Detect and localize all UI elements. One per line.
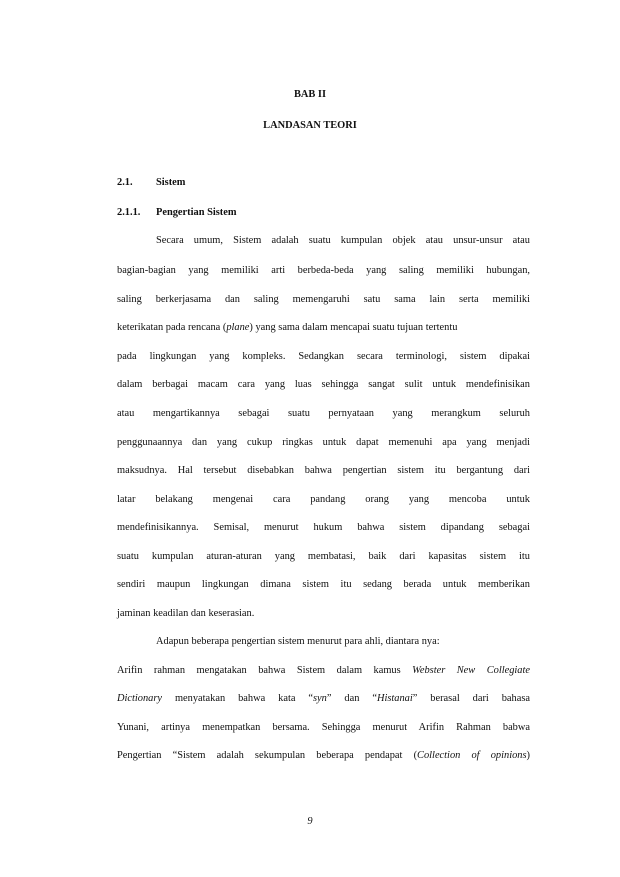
emphasis-term: Histanai [376,693,413,704]
text-run: Arifin rahman mengatakan bahwa Sistem dalam kamus [117,665,413,676]
emphasis-term: Webster New Collegiate [412,665,530,676]
paragraph-line: jaminan keadilan dan keserasian. [117,608,255,619]
text-run: Pengertian “Sistem adalah sekumpulan beberapa pendapat ( [117,750,418,761]
emphasis-term: Collection of opinions [417,750,527,761]
paragraph-line: pada lingkungan yang kompleks. Sedangkan secara terminologi, sistem dipakai [117,351,530,362]
paragraph-line [117,665,530,676]
paragraph-line: bagian-bagian yang memiliki arti berbeda-beda yang saling memiliki hubungan, [117,265,530,276]
paragraph-line: saling berkerjasama dan saling memengaruhi satu sama lain serta memiliki [117,294,530,305]
paragraph-line [117,750,530,761]
paragraph-line: mendefinisikannya. Semisal, menurut hukum bahwa sistem dipandang sebagai [117,522,530,533]
section-number: 2.1. [117,177,133,188]
paragraph-line: maksudnya. Hal tersebut disebabkan bahwa pengertian sistem itu bergantung dari [117,465,530,476]
paragraph-line: latar belakang mengenai cara pandang orang yang mencoba untuk [117,494,530,505]
chapter-title: LANDASAN TEORI [263,120,357,131]
paragraph-line: Yunani, artinya menempatkan bersama. Sehingga menurut Arifin Rahman babwa [117,722,530,733]
emphasis-term: syn [313,693,327,704]
section-title: Sistem [156,177,186,188]
paragraph-line [117,322,537,333]
emphasis-term: Dictionary [117,693,163,704]
paragraph-line [117,693,530,704]
text-run: keterikatan pada rencana ( [117,322,227,333]
chapter-label: BAB II [293,89,327,100]
text-run: ) [526,750,530,761]
text-run: ) yang sama dalam mencapai suatu tujuan tertentu [249,322,458,333]
paragraph-line: penggunaannya dan yang cukup ringkas untuk dapat memenuhi apa yang menjadi [117,437,530,448]
paragraph-line: suatu kumpulan aturan-aturan yang membatasi, baik dari kapasitas sistem itu [117,551,530,562]
text-run: menyatakan bahwa kata “ [162,693,313,704]
paragraph-line: dalam berbagai macam cara yang luas sehingga sangat sulit untuk mendefinisikan [117,379,530,390]
paragraph-line: Secara umum, Sistem adalah suatu kumpulan objek atau unsur-unsur atau [156,235,530,246]
page-number: 9 [307,816,313,827]
paragraph-line: atau mengartikannya sebagai suatu pernyataan yang merangkum seluruh [117,408,530,419]
paragraph-line: Adapun beberapa pengertian sistem menurut para ahli, diantara nya: [156,636,440,647]
subsection-title: Pengertian Sistem [156,207,237,218]
text-run: ” berasal dari bahasa [412,693,531,704]
subsection-number: 2.1.1. [117,207,141,218]
paragraph-line: sendiri maupun lingkungan dimana sistem itu sedang berada untuk memberikan [117,579,530,590]
text-run: ” dan “ [326,693,377,704]
emphasis-term: plane [226,322,250,333]
